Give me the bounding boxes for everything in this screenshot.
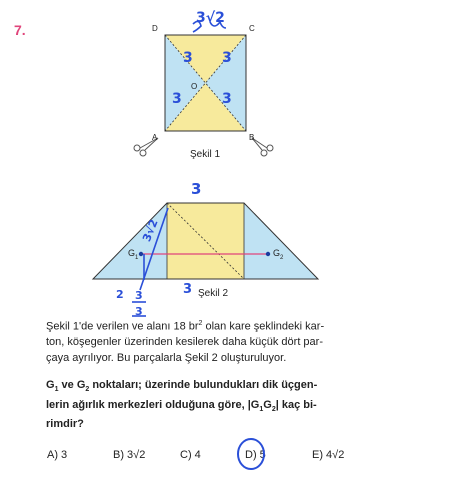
vertex-d-label: D	[152, 24, 158, 33]
handwritten-mark-bottom: 3	[222, 91, 232, 107]
trapezoid-shape	[93, 203, 318, 279]
option-c[interactable]: C) 4	[180, 449, 201, 461]
question-number: 7.	[14, 22, 26, 38]
handwritten-fig2-top: 3	[191, 180, 202, 198]
handwritten-mark-left: 3	[172, 91, 182, 107]
question-ask: $G_1$ ve $G_2$ noktaları; üzerinde bulundukları dik üçgen- lerin ağırlık merkezleri olduğuna göre, $|G_1G_2|$ kaç bi- rimdir?	[46, 379, 318, 431]
handwritten-top-note: 3√2	[196, 10, 225, 26]
handwritten-mark-right: 3	[222, 50, 232, 66]
figure-2-caption: Şekil 2	[198, 288, 229, 299]
option-b[interactable]: B) 3√2	[113, 449, 146, 461]
handwritten-fraction-mid: 3	[135, 289, 143, 302]
vertex-o-label: O	[191, 82, 198, 91]
question-intro: Şekil 1'de verilen ve alanı 18 $br^2$ olan kare şeklindeki kar- ton, köşegenler üzerinden kesilerek daha küçük dört par- çaya ayrılıyor. Bu parçalarla Şekil 2 oluşturuluyor.	[46, 320, 325, 364]
vertex-c-label: C	[249, 24, 255, 33]
handwritten-fraction-top: 2	[116, 288, 124, 301]
vertex-b-label: B	[249, 133, 255, 142]
handwritten-fraction-bottom: 3	[135, 305, 143, 318]
option-e[interactable]: E) 4√2	[312, 449, 345, 461]
option-a[interactable]: A) 3	[47, 449, 68, 461]
handwritten-fig2-bottom: 3	[183, 282, 193, 297]
g2-label: $G_2$	[273, 248, 284, 261]
vertex-a-label: A	[152, 133, 158, 142]
g1-label: $G_1$	[128, 248, 139, 261]
figure-1-caption: Şekil 1	[190, 149, 221, 160]
handwritten-fig2-slant: 3√2	[140, 217, 161, 244]
handwritten-mark-top: 3	[183, 50, 193, 66]
option-d[interactable]: D) 5	[245, 449, 266, 461]
